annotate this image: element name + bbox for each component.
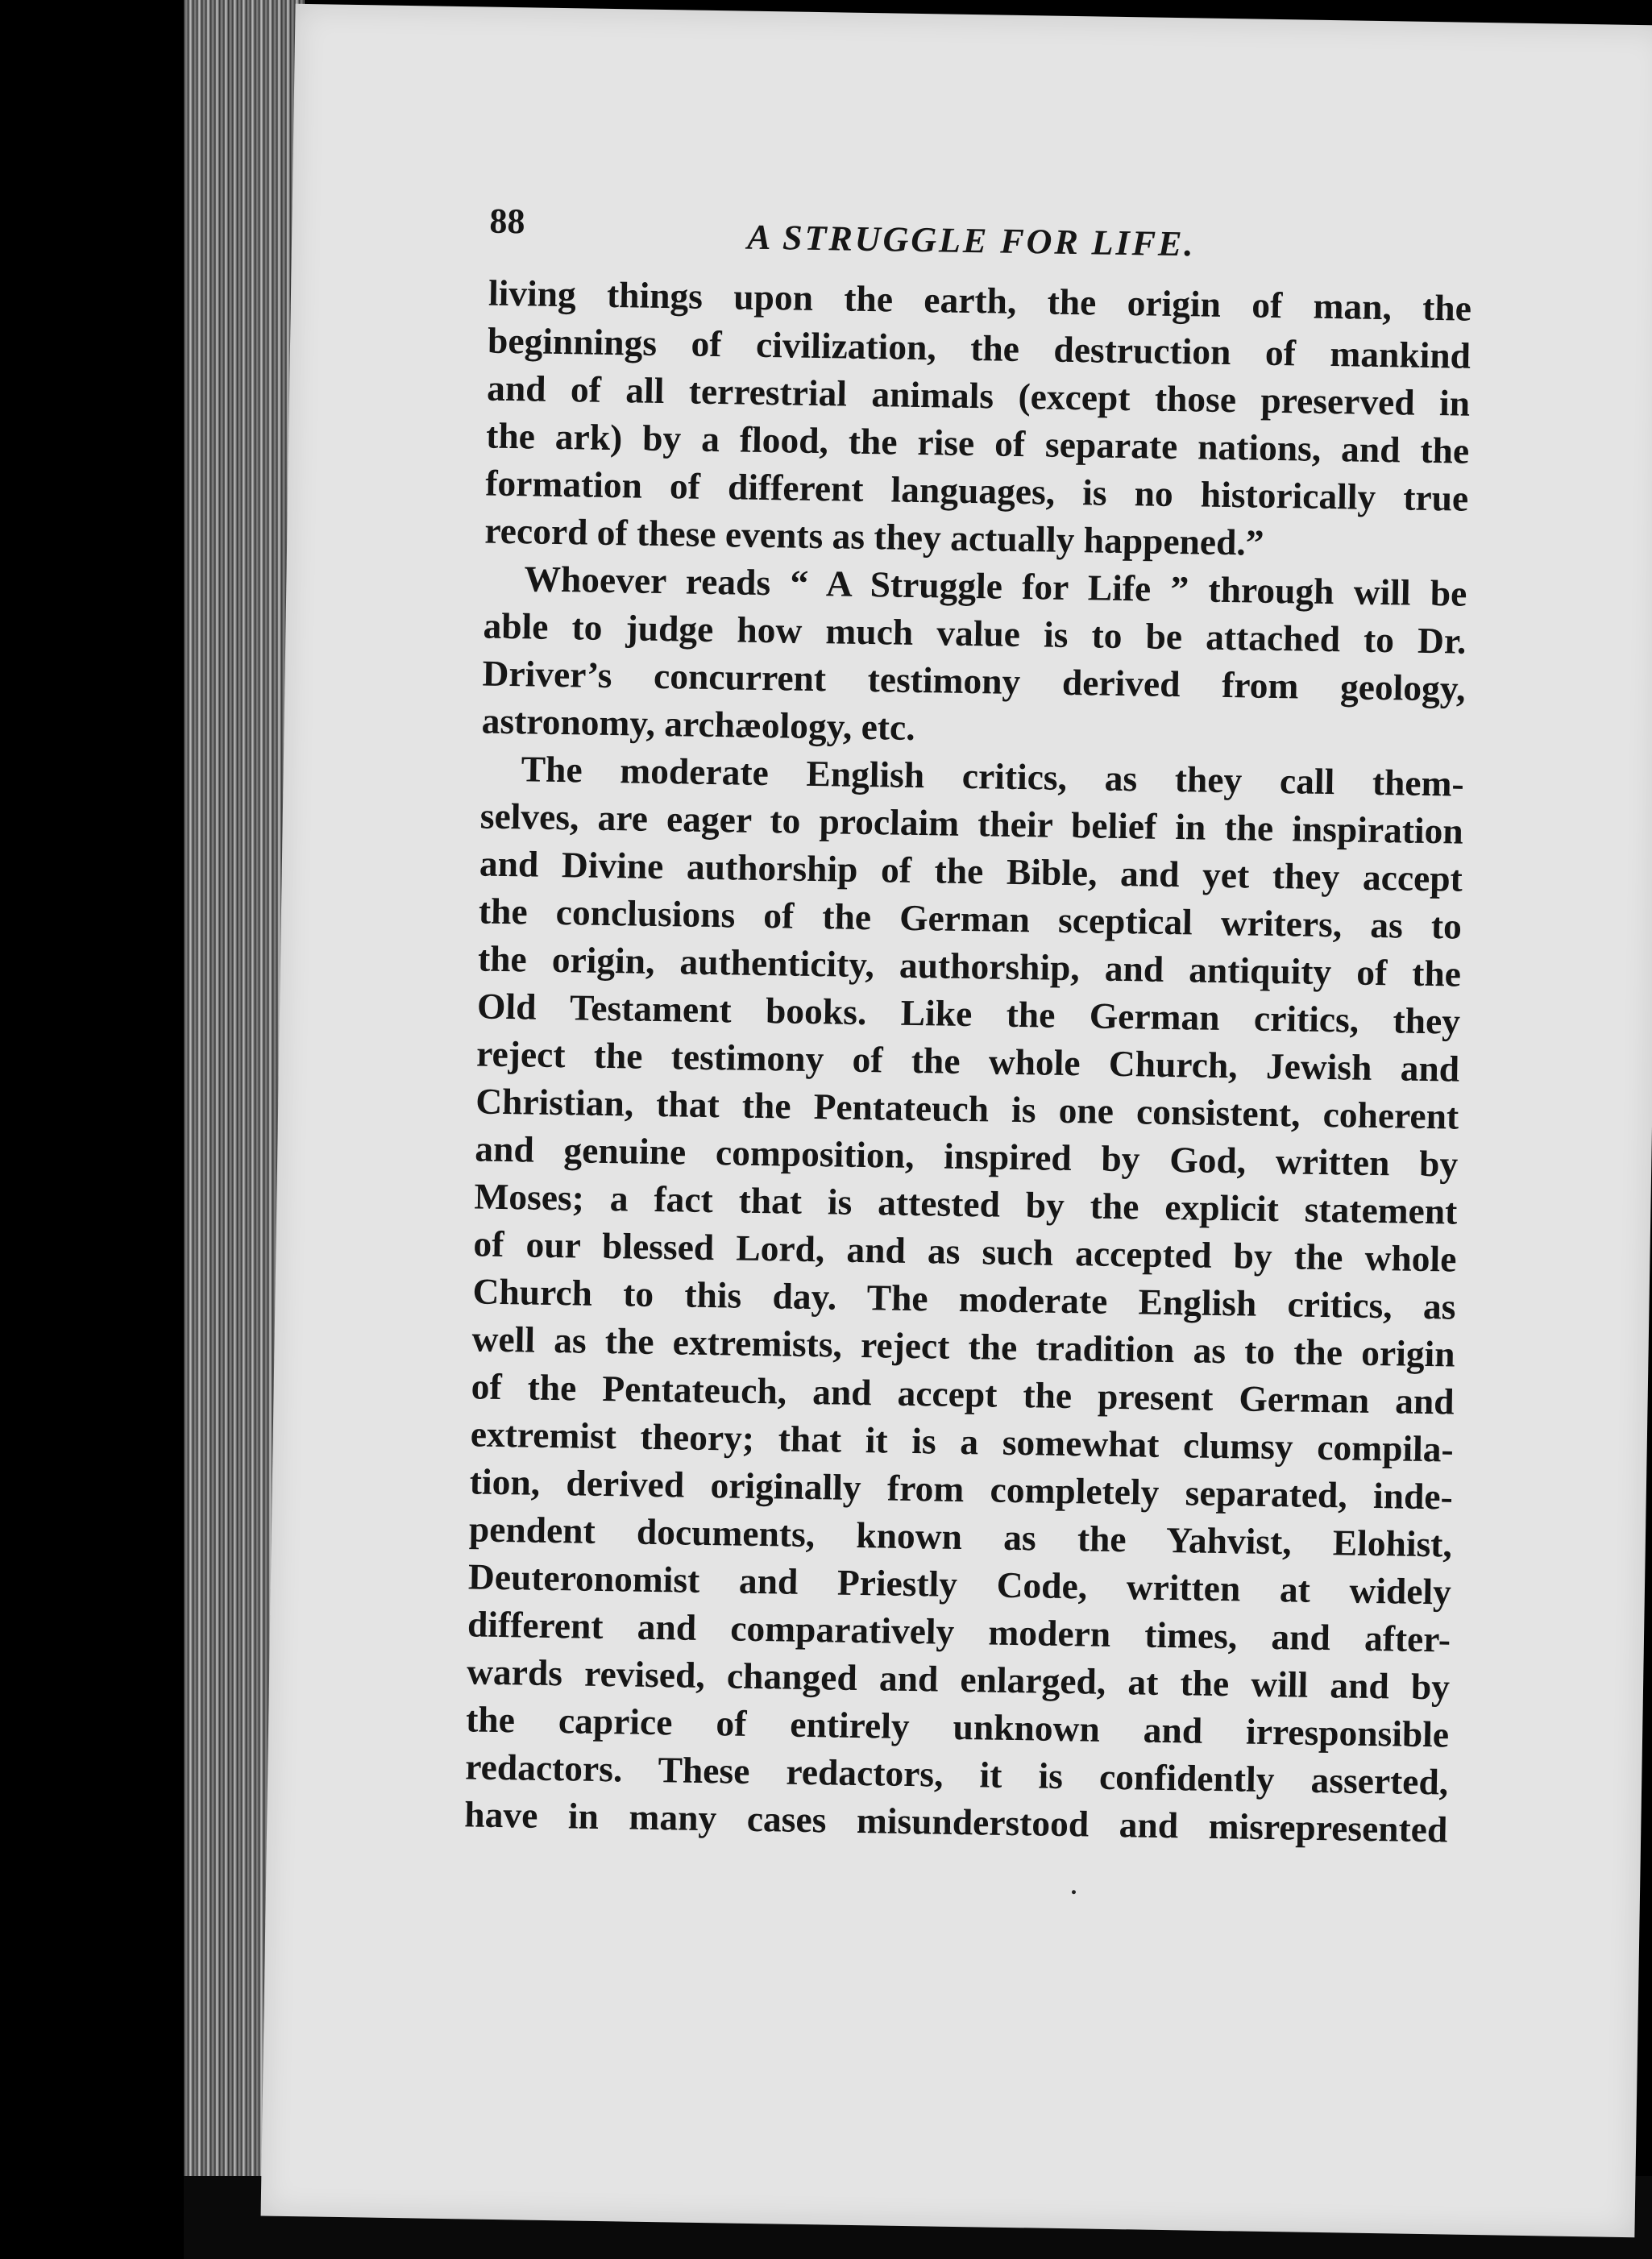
text-line: have in many cases misunderstood and misrepresented <box>464 1793 1448 1850</box>
text-line: redactors. These redactors, it is confidently asserted, <box>464 1746 1449 1803</box>
text-line: and genuine composition, inspired by God, written by <box>474 1127 1459 1185</box>
text-line: formation of different languages, is no historically true <box>484 462 1469 519</box>
text-line: the caprice of entirely unknown and irresponsible <box>465 1698 1450 1755</box>
text-line: Christian, that the Pentateuch is one consistent, coherent <box>475 1080 1459 1137</box>
text-line: astronomy, archæology, etc. <box>481 700 916 748</box>
page-number: 88 <box>489 201 525 242</box>
text-line: and Divine authorship of the Bible, and yet they accept <box>479 842 1463 899</box>
text-line: reject the testimony of the whole Church, Jewish and <box>475 1032 1460 1090</box>
text-line: of the Pentateuch, and accept the present German and <box>471 1365 1455 1422</box>
text-line: Church to this day. The moderate English critics, as <box>472 1270 1456 1327</box>
text-line: beginnings of civilization, the destruction of mankind <box>487 319 1471 376</box>
text-line: Driver’s concurrent testimony derived from geology, <box>482 652 1466 709</box>
text-line: the conclusions of the German sceptical writers, as to <box>478 890 1463 947</box>
text-line: the ark) by a flood, the rise of separate nations, and the <box>485 414 1470 471</box>
text-line: and of all terrestrial animals (except those preserved in <box>486 367 1471 424</box>
text-line: selves, are eager to proclaim their belief in the inspiration <box>479 795 1464 852</box>
page <box>261 4 1652 2237</box>
text-line: Moses; a fact that is attested by the explicit statement <box>474 1175 1458 1232</box>
text-line: Deuteronomist and Priestly Code, written at widely <box>467 1555 1452 1613</box>
text-line: able to judge how much value is to be attached to Dr. <box>483 604 1467 662</box>
page-content <box>464 181 1473 1854</box>
text-line: Whoever reads “ A Struggle for Life ” through will be <box>524 558 1467 614</box>
text-line: the origin, authenticity, authorship, and antiquity of the <box>477 937 1462 995</box>
text-line: different and comparatively modern times, and after- <box>467 1603 1451 1660</box>
text-line: tion, derived originally from completely separated, inde- <box>469 1460 1454 1518</box>
text-line: The moderate English critics, as they call them- <box>521 748 1465 804</box>
text-line: of our blessed Lord, and as such accepted by the whole <box>473 1223 1457 1280</box>
text-line: wards revised, changed and enlarged, at the will and by <box>466 1651 1451 1708</box>
body-text <box>464 269 1471 1854</box>
scan-speck <box>1072 1890 1076 1894</box>
text-line: extremist theory; that it is a somewhat clumsy compila- <box>470 1413 1455 1470</box>
text-line: living things upon the earth, the origin of man, the <box>488 272 1472 329</box>
text-line: Old Testament books. Like the German critics, they <box>476 985 1461 1042</box>
running-title: A STRUGGLE FOR LIFE. <box>746 217 1196 264</box>
text-line: pendent documents, known as the Yahvist, Elohist, <box>468 1508 1453 1565</box>
text-line: well as the extremists, reject the tradition as to the origin <box>471 1318 1455 1375</box>
running-head <box>489 181 1473 268</box>
text-line: record of these events as they actually happened.” <box>484 509 1264 563</box>
